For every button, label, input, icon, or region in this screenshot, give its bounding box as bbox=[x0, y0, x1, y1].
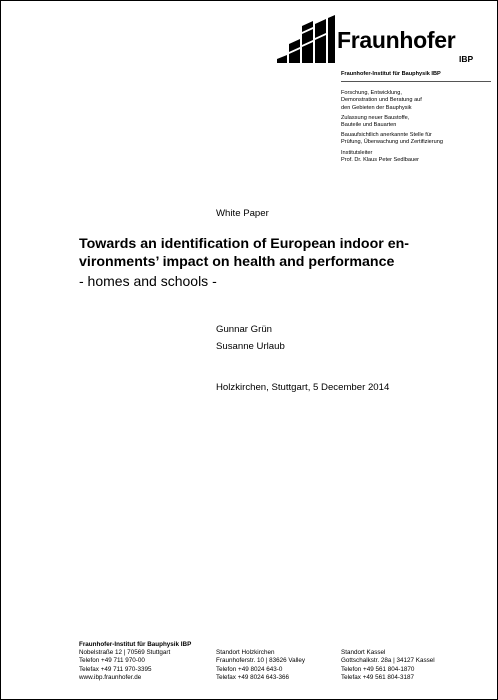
fraunhofer-logo-icon bbox=[269, 15, 335, 63]
footer-line: Standort Kassel bbox=[341, 649, 386, 657]
sidebar-line: Zulassung neuer Baustoffe, bbox=[341, 114, 410, 121]
footer-line: Telefax +49 8024 643-366 bbox=[216, 673, 289, 681]
footer-line: Telefon +49 711 970-00 bbox=[79, 657, 145, 665]
sidebar-line: Bauteile und Bauarten bbox=[341, 122, 397, 129]
footer-column-kassel bbox=[341, 641, 435, 682]
footer-line: Telefon +49 561 804-1870 bbox=[341, 665, 415, 673]
footer-line: Standort Holzkirchen bbox=[216, 649, 275, 657]
sidebar-line: Prof. Dr. Klaus Peter Sedlbauer bbox=[341, 156, 420, 163]
sidebar-line: den Gebieten der Bauphysik bbox=[341, 104, 412, 111]
footer-line bbox=[216, 641, 305, 649]
sidebar-line: Prüfung, Überwachung und Zertifizierung bbox=[341, 139, 443, 146]
author-name: Gunnar Grün bbox=[216, 324, 272, 335]
sidebar-line: Demonstration und Beratung auf bbox=[341, 97, 422, 104]
document-subtitle: - homes and schools - bbox=[79, 273, 217, 289]
footer-line: Gottschalkstr. 28a | 34127 Kassel bbox=[341, 657, 435, 665]
sidebar-line: Forschung, Entwicklung, bbox=[341, 90, 402, 97]
footer-line: www.ibp.fraunhofer.de bbox=[79, 673, 142, 681]
logo-unit: IBP bbox=[459, 54, 474, 64]
sidebar-block bbox=[341, 132, 491, 146]
footer-line: Telefax +49 561 804-3187 bbox=[341, 673, 414, 681]
sidebar-line: Bauaufsichtlich anerkannte Stelle für bbox=[341, 132, 432, 139]
footer-line: Telefax +49 711 970-3395 bbox=[79, 665, 152, 673]
footer-line: Telefon +49 8024 643-0 bbox=[216, 665, 283, 673]
footer-line: Fraunhofer-Institut für Bauphysik IBP bbox=[79, 641, 192, 648]
footer-line: Fraunhoferstr. 10 | 83626 Valley bbox=[216, 657, 306, 665]
footer-column-stuttgart bbox=[79, 641, 191, 682]
institute-sidebar bbox=[341, 71, 491, 167]
footer-line: Nobelstraße 12 | 70569 Stuttgart bbox=[79, 649, 171, 657]
author-list bbox=[216, 321, 285, 355]
sidebar-block bbox=[341, 90, 491, 112]
footer-line bbox=[341, 641, 435, 649]
author-name: Susanne Urlaub bbox=[216, 341, 285, 352]
document-type: White Paper bbox=[216, 208, 269, 219]
sidebar-block bbox=[341, 150, 491, 164]
fraunhofer-logo bbox=[269, 15, 489, 65]
place-date: Holzkirchen, Stuttgart, 5 December 2014 bbox=[216, 382, 390, 393]
footer-column-holzkirchen bbox=[216, 641, 305, 682]
sidebar-line: Institutsleiter bbox=[341, 149, 373, 156]
logo-wordmark: Fraunhofer bbox=[337, 27, 456, 53]
sidebar-block bbox=[341, 115, 491, 129]
sidebar-institute: Fraunhofer-Institut für Bauphysik IBP bbox=[341, 71, 491, 82]
document-title: Towards an identification of European indoor en-vironments’ impact on health and performance bbox=[79, 236, 409, 270]
